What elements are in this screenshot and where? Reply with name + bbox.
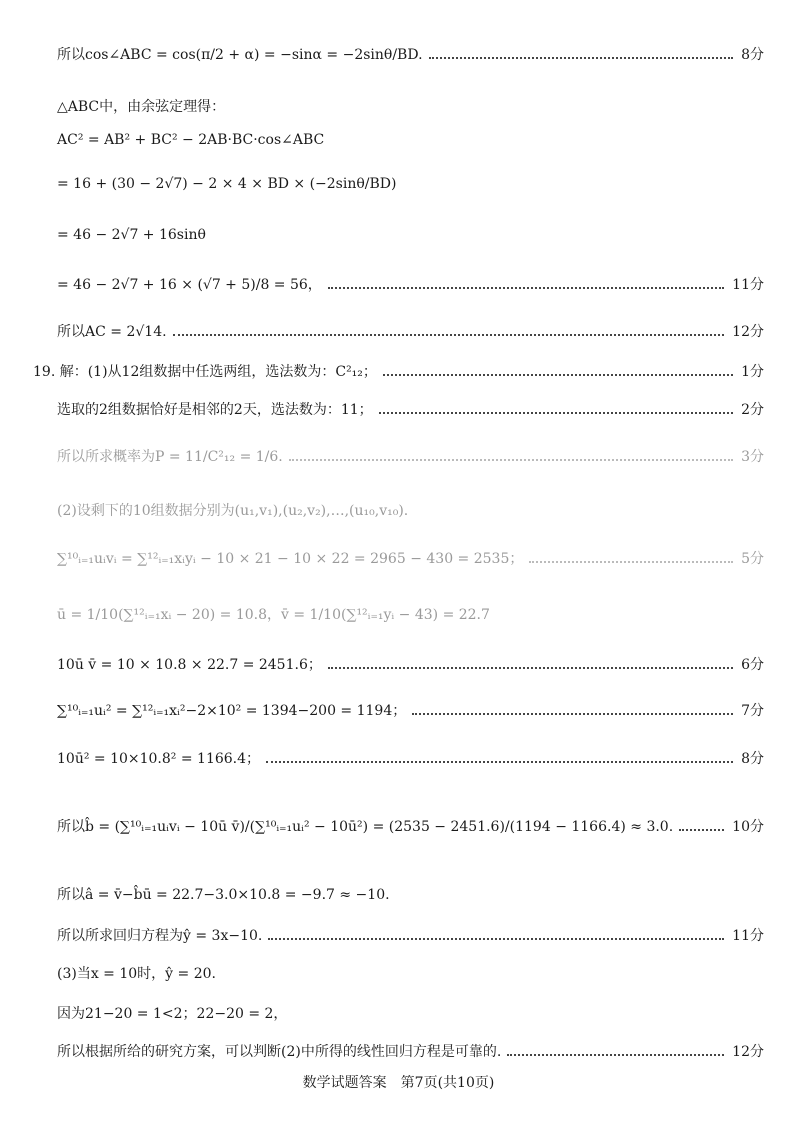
- dot-leader: [266, 761, 733, 763]
- answer-line: [57, 748, 764, 768]
- line-text: 所以b̂ = (∑¹⁰ᵢ₌₁uᵢvᵢ − 10ū v̄)/(∑¹⁰ᵢ₌₁uᵢ² − 10ū²) = (2535 − 2451.6)/(1194 − 1166.4) ≈ 3.0.: [57, 819, 674, 835]
- answer-line: [33, 361, 764, 381]
- line-text: 所以â = v̄−b̂ū = 22.7−3.0×10.8 = −9.7 ≈ −10.: [57, 887, 390, 903]
- answer-line: [57, 604, 764, 624]
- line-text: △ABC中，由余弦定理得：: [57, 99, 226, 115]
- line-text: 所以所求回归方程为ŷ = 3x−10.: [57, 928, 263, 944]
- line-text: AC² = AB² + BC² − 2AB·BC·cos∠ABC: [57, 132, 325, 148]
- line-score: 12分: [732, 1044, 764, 1060]
- line-score: 1分: [741, 364, 764, 380]
- line-score: 11分: [732, 928, 764, 944]
- answer-line: [57, 274, 764, 294]
- line-text: 10ū v̄ = 10 × 10.8 × 22.7 = 2451.6；: [57, 657, 322, 673]
- dot-leader: [507, 1054, 724, 1056]
- answer-line: [57, 925, 764, 945]
- dot-leader: [429, 57, 734, 59]
- answer-line: [57, 700, 764, 720]
- dot-leader: [379, 412, 733, 414]
- answer-line: [57, 446, 764, 466]
- answer-line: [57, 1041, 764, 1061]
- line-text: (2)设剩下的10组数据分别为(u₁,v₁),(u₂,v₂),…,(u₁₀,v₁₀).: [57, 503, 409, 519]
- line-text: = 16 + (30 − 2√7) − 2 × 4 × BD × (−2sinθ/BD): [57, 176, 397, 192]
- line-text: 10ū² = 10×10.8² = 1166.4；: [57, 751, 261, 767]
- line-text: 因为21−20 = 1<2；22−20 = 2，: [57, 1006, 288, 1022]
- line-score: 3分: [741, 449, 764, 465]
- line-text: 选取的2组数据恰好是相邻的2天，选法数为：11；: [57, 402, 373, 418]
- line-text: = 46 − 2√7 + 16 × (√7 + 5)/8 = 56，: [57, 277, 322, 293]
- dot-leader: [289, 459, 733, 461]
- line-score: 11分: [732, 277, 764, 293]
- line-score: 8分: [741, 751, 764, 767]
- dot-leader: [412, 713, 733, 715]
- line-score: 2分: [741, 402, 764, 418]
- page-footer: 数学试题答案 第7页(共10页): [302, 1075, 495, 1091]
- dot-leader: [679, 829, 724, 831]
- line-score: 6分: [741, 657, 764, 673]
- answer-line: [57, 963, 764, 983]
- line-score: 12分: [732, 324, 764, 340]
- answer-line: [57, 884, 764, 904]
- line-score: 10分: [732, 819, 764, 835]
- line-score: 7分: [741, 703, 764, 719]
- dot-leader: [529, 561, 733, 563]
- answer-line: [57, 132, 764, 148]
- answer-line: [57, 654, 764, 674]
- answer-line: [57, 500, 764, 520]
- line-text: 所以根据所给的研究方案，可以判断(2)中所得的线性回归方程是可靠的.: [57, 1044, 502, 1060]
- line-text: ∑¹⁰ᵢ₌₁uᵢvᵢ = ∑¹²ᵢ₌₁xᵢyᵢ − 10 × 21 − 10 × 22 = 2965 − 430 = 2535；: [57, 551, 524, 567]
- dot-leader: [173, 334, 725, 336]
- dot-leader: [383, 374, 733, 376]
- line-text: ∑¹⁰ᵢ₌₁uᵢ² = ∑¹²ᵢ₌₁xᵢ²−2×10² = 1394−200 = 1194；: [57, 703, 407, 719]
- line-text: 所以cos∠ABC = cos(π/2 + α) = −sinα = −2sinθ/BD.: [57, 47, 423, 63]
- line-text: 19. 解：(1)从12组数据中任选两组，选法数为：C²₁₂；: [33, 364, 377, 380]
- line-text: 所以所求概率为P = 11/C²₁₂ = 1/6.: [57, 449, 283, 465]
- answer-line: [57, 176, 764, 192]
- line-score: 5分: [741, 551, 764, 567]
- line-score: 8分: [741, 47, 764, 63]
- answer-line: [57, 1003, 764, 1023]
- line-text: 所以AC = 2√14.: [57, 324, 167, 340]
- line-text: (3)当x = 10时，ŷ = 20.: [57, 966, 216, 982]
- answer-line: [57, 816, 764, 836]
- line-text: = 46 − 2√7 + 16sinθ: [57, 227, 206, 243]
- line-text: ū = 1/10(∑¹²ᵢ₌₁xᵢ − 20) = 10.8，v̄ = 1/10(∑¹²ᵢ₌₁yᵢ − 43) = 22.7: [57, 607, 490, 623]
- dot-leader: [328, 667, 733, 669]
- answer-line: [57, 321, 764, 341]
- dot-leader: [268, 938, 724, 940]
- answer-line: [57, 227, 764, 243]
- answer-line: [57, 548, 764, 568]
- answer-line: [57, 399, 764, 419]
- answer-line: [57, 44, 764, 64]
- dot-leader: [328, 287, 724, 289]
- answer-line: [57, 96, 764, 116]
